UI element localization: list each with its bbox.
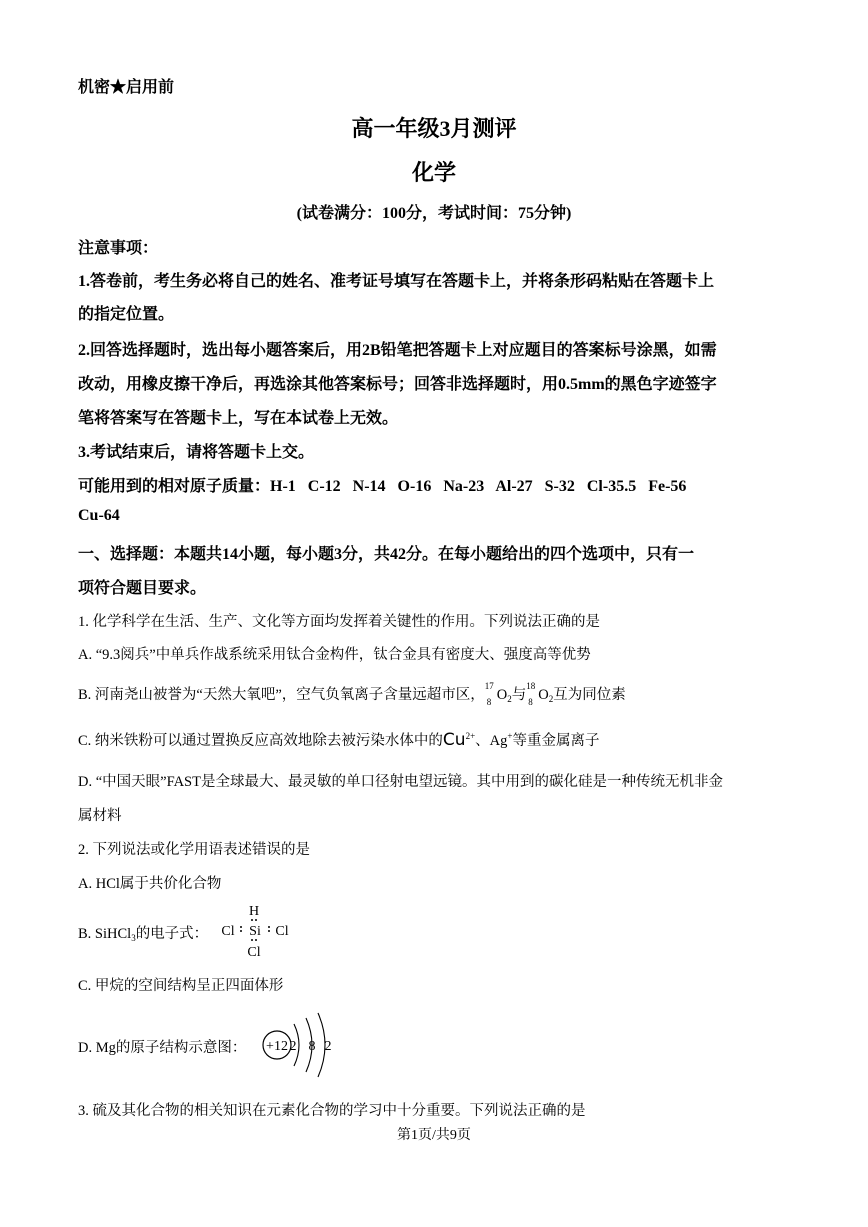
- lewis-center-atom: Si: [249, 924, 261, 939]
- atom-nucleus-charge: +12: [266, 1039, 288, 1054]
- question-1-option-a: A. “9.3阅兵”中单兵作战系统采用钛合金构件，钛合金具有密度大、强度高等优势: [78, 647, 591, 663]
- question-1-option-d-line-1: D. “中国天眼”FAST是全球最大、最灵敏的单口径射电望远镜。其中用到的碳化硅是一种传统无机非金: [78, 774, 723, 790]
- question-1-stem: 1. 化学科学在生活、生产、文化等方面均发挥着关键性的作用。下列说法正确的是: [78, 614, 600, 630]
- notice-item-1-line-1: 1.答卷前，考生务必将自己的姓名、准考证号填写在答题卡上，并将条形码粘贴在答题卡上: [78, 273, 715, 290]
- notice-item-3: 3.考试结束后，请将答题卡上交。: [78, 444, 315, 461]
- question-2-option-c: C. 甲烷的空间结构呈正四面体形: [78, 978, 284, 994]
- subject-title: 化学: [411, 160, 456, 185]
- exam-title: 高一年级3月测评: [351, 116, 517, 141]
- atomic-mass-line-2: Cu-64: [78, 507, 120, 524]
- question-1-option-c: C. 纳米铁粉可以通过置换反应高效地除去被污染水体中的$Cu^{2+}$、Ag+等重金属离子: [78, 730, 600, 750]
- lewis-left-atom: Cl: [221, 924, 235, 939]
- question-1-option-d-line-2: 属材料: [78, 808, 122, 824]
- question-1-option-b: B. 河南尧山被誉为“天然大氧吧”，空气负氧离子含量远超市区， 17 8 $O_2$与 18 8 $O_2$互为同位素: [78, 681, 626, 707]
- notice-item-2-line-1: 2.回答选择题时，选出每小题答案后，用2B铅笔把答题卡上对应题目的答案标号涂黑，如需: [78, 342, 717, 359]
- lewis-bottom-atom: Cl: [247, 945, 261, 960]
- question-2-stem: 2. 下列说法或化学用语表述错误的是: [78, 842, 310, 858]
- copper-ion-symbol: Cu: [442, 730, 466, 750]
- lewis-right-atom: Cl: [275, 924, 289, 939]
- electron-shell-count-2: 8: [308, 1039, 316, 1054]
- lewis-top-atom: H: [248, 904, 260, 919]
- confidential-mark: 机密★启用前: [78, 79, 175, 96]
- section-1-heading-line-1: 一、选择题：本题共14小题，每小题3分，共42分。在每小题给出的四个选项中，只有一: [78, 546, 695, 563]
- lewis-structure-diagram: [218, 900, 294, 962]
- isotope-17-label: 17 8: [484, 681, 494, 707]
- question-2-option-d: D. Mg的原子结构示意图：: [78, 1040, 247, 1056]
- notice-item-1-line-2: 的指定位置。: [78, 306, 175, 323]
- electron-shell-count-1: 2: [289, 1039, 297, 1054]
- mg-atom-structure-diagram: [258, 1010, 342, 1082]
- isotope-18-label: 18 8: [526, 681, 536, 707]
- page-footer: 第1页/共9页: [397, 1128, 471, 1143]
- atomic-mass-line-1: 可能用到的相对原子质量：H-1 C-12 N-14 O-16 Na-23 Al-27 S-32 Cl-35.5 Fe-56: [78, 478, 687, 495]
- exam-info: (试卷满分：100分，考试时间：75分钟): [296, 205, 572, 222]
- notice-item-2-line-3: 笔将答案写在答题卡上，写在本试卷上无效。: [78, 410, 399, 427]
- notice-heading: 注意事项：: [78, 240, 159, 257]
- question-2-option-b: B. SiHCl$_3$的电子式：: [78, 926, 209, 943]
- electron-shell-count-3: 2: [324, 1039, 332, 1054]
- question-3-stem: 3. 硫及其化合物的相关知识在元素化合物的学习中十分重要。下列说法正确的是: [78, 1103, 586, 1119]
- section-1-heading-line-2: 项符合题目要求。: [78, 580, 207, 597]
- notice-item-2-line-2: 改动，用橡皮擦干净后，再选涂其他答案标号；回答非选择题时，用0.5mm的黑色字迹签字: [78, 376, 717, 393]
- question-2-option-a: A. HCl属于共价化合物: [78, 876, 222, 892]
